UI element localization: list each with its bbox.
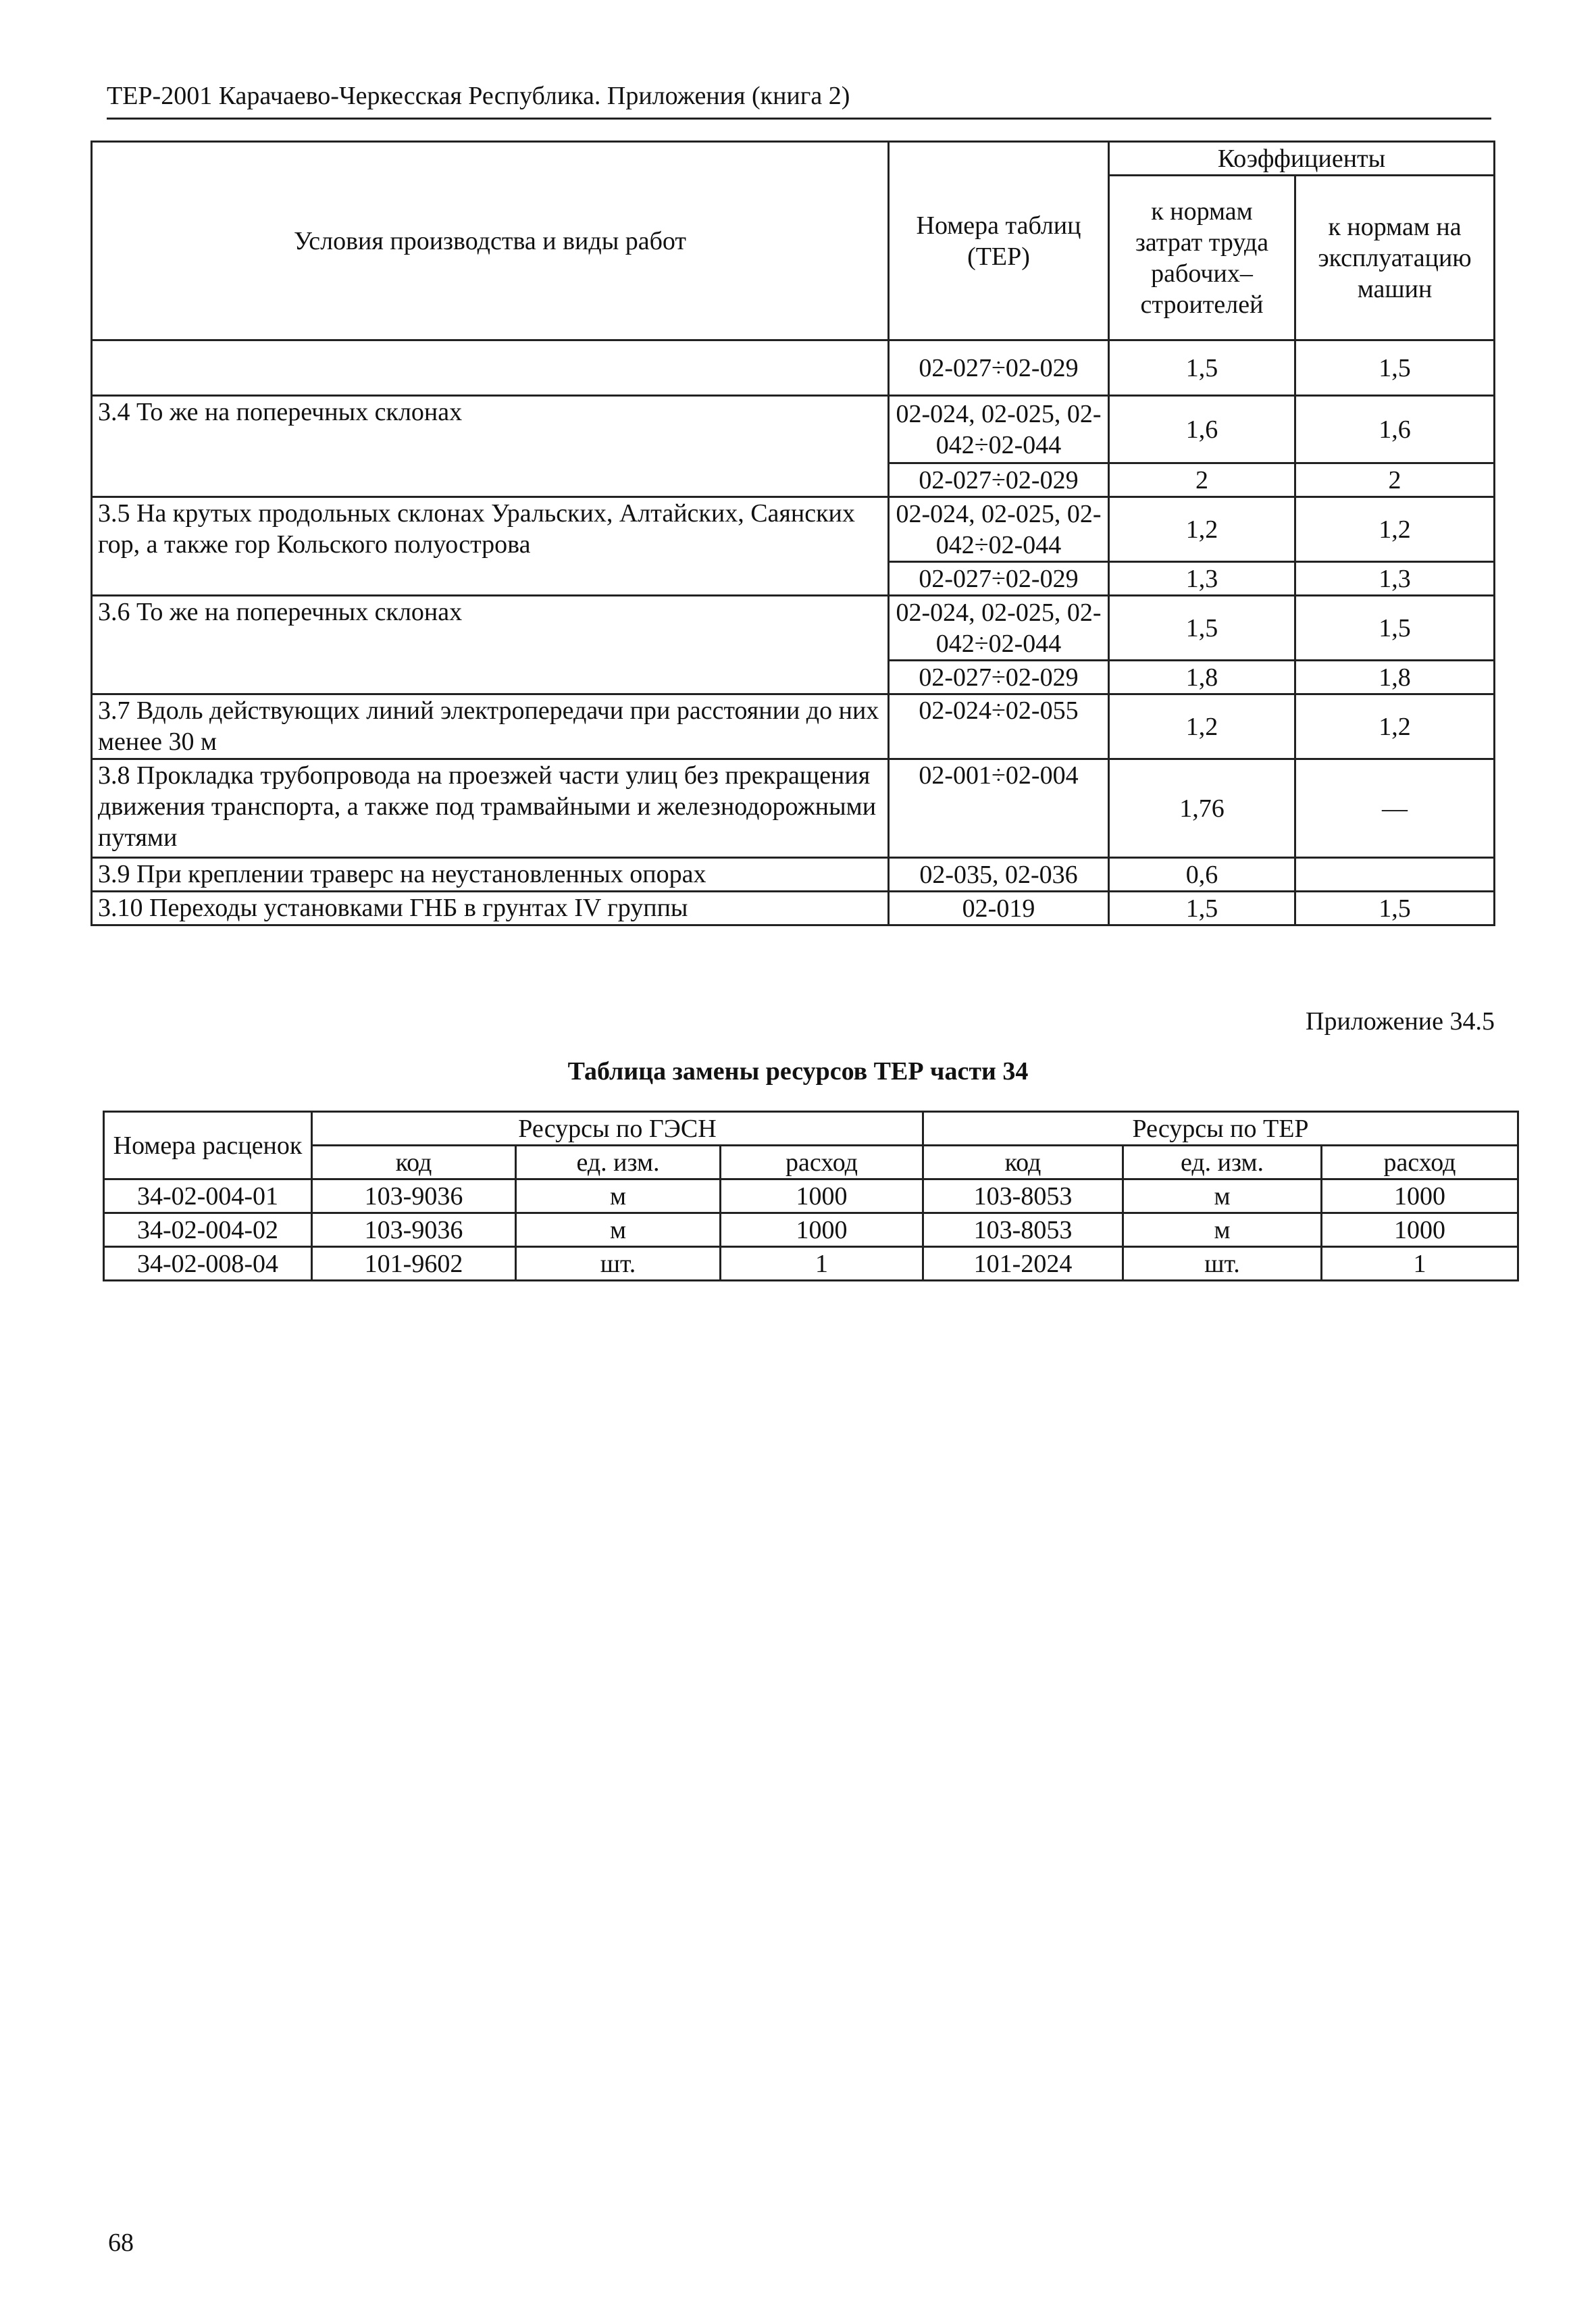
table-row <box>92 596 1495 661</box>
ter-unit-cell: м <box>1123 1179 1322 1213</box>
ter-usage-cell: 1000 <box>1322 1213 1518 1247</box>
row-conditions-cell <box>92 340 889 396</box>
row-labor-cell: 0,6 <box>1109 858 1295 892</box>
row-labor-cell: 1,76 <box>1109 759 1295 858</box>
row-number-cell: 34-02-004-02 <box>104 1213 312 1247</box>
row-tables-cell: 02-027÷02-029 <box>889 562 1109 596</box>
ter-usage-header: расход <box>1322 1146 1518 1179</box>
resource-replacement-table <box>103 1111 1519 1281</box>
row-machines-cell <box>1295 858 1495 892</box>
page-number: 68 <box>108 2229 134 2257</box>
col-machines-header: к нормам на эксплуатацию машин <box>1295 176 1495 340</box>
row-machines-cell: 1,8 <box>1295 661 1495 694</box>
row-machines-cell: 2 <box>1295 463 1495 497</box>
row-tables-cell: 02-027÷02-029 <box>889 463 1109 497</box>
row-machines-cell: 1,5 <box>1295 596 1495 661</box>
row-number-cell: 34-02-004-01 <box>104 1179 312 1213</box>
row-labor-cell: 1,2 <box>1109 497 1295 562</box>
ter-code-cell: 101-2024 <box>923 1247 1123 1281</box>
ter-usage-cell: 1 <box>1322 1247 1518 1281</box>
gesn-usage-header: расход <box>721 1146 923 1179</box>
row-labor-cell: 1,5 <box>1109 340 1295 396</box>
table-row <box>92 497 1495 562</box>
gesn-unit-cell: м <box>516 1213 721 1247</box>
gesn-unit-cell: м <box>516 1179 721 1213</box>
coefficients-table <box>91 141 1495 926</box>
gesn-unit-header: ед. изм. <box>516 1146 721 1179</box>
row-labor-cell: 1,6 <box>1109 396 1295 463</box>
row-labor-cell: 1,5 <box>1109 892 1295 925</box>
running-header: ТЕР-2001 Карачаево-Черкесская Республика. Приложения (книга 2) <box>107 82 850 110</box>
group-gesn-header: Ресурсы по ГЭСН <box>312 1112 923 1146</box>
row-conditions-cell: 3.4 То же на поперечных склонах <box>92 396 889 497</box>
ter-unit-cell: шт. <box>1123 1247 1322 1281</box>
ter-code-cell: 103-8053 <box>923 1213 1123 1247</box>
row-number-cell: 34-02-008-04 <box>104 1247 312 1281</box>
row-conditions-cell: 3.9 При креплении траверс на неустановленных опорах <box>92 858 889 892</box>
ter-usage-cell: 1000 <box>1322 1179 1518 1213</box>
col-tables-header: Номера таблиц (ТЕР) <box>889 142 1109 340</box>
ter-unit-cell: м <box>1123 1213 1322 1247</box>
row-labor-cell: 1,8 <box>1109 661 1295 694</box>
gesn-code-cell: 103-9036 <box>312 1213 516 1247</box>
gesn-code-cell: 103-9036 <box>312 1179 516 1213</box>
gesn-unit-cell: шт. <box>516 1247 721 1281</box>
col-numbers-header: Номера расценок <box>104 1112 312 1179</box>
row-tables-cell: 02-024, 02-025, 02-042÷02-044 <box>889 596 1109 661</box>
row-machines-cell: 1,2 <box>1295 694 1495 759</box>
row-conditions-cell: 3.7 Вдоль действующих линий электропередачи при расстоянии до них менее 30 м <box>92 694 889 759</box>
row-labor-cell: 2 <box>1109 463 1295 497</box>
table-row <box>104 1179 1518 1213</box>
table-row <box>104 1213 1518 1247</box>
row-tables-cell: 02-019 <box>889 892 1109 925</box>
gesn-code-cell: 101-9602 <box>312 1247 516 1281</box>
table-row <box>92 396 1495 463</box>
table2-title: Таблица замены ресурсов ТЕР части 34 <box>567 1057 1029 1086</box>
gesn-code-header: код <box>312 1146 516 1179</box>
row-conditions-cell: 3.10 Переходы установками ГНБ в грунтах IV группы <box>92 892 889 925</box>
row-machines-cell: 1,3 <box>1295 562 1495 596</box>
row-tables-cell: 02-024, 02-025, 02-042÷02-044 <box>889 396 1109 463</box>
table-row <box>92 694 1495 759</box>
col-coefficients-header: Коэффициенты <box>1109 142 1495 176</box>
ter-code-header: код <box>923 1146 1123 1179</box>
row-tables-cell: 02-035, 02-036 <box>889 858 1109 892</box>
row-labor-cell: 1,2 <box>1109 694 1295 759</box>
row-labor-cell: 1,3 <box>1109 562 1295 596</box>
table-row <box>92 759 1495 858</box>
ter-unit-header: ед. изм. <box>1123 1146 1322 1179</box>
table-row <box>104 1247 1518 1281</box>
row-machines-cell: 1,6 <box>1295 396 1495 463</box>
table-row <box>92 340 1495 396</box>
ter-code-cell: 103-8053 <box>923 1179 1123 1213</box>
row-conditions-cell: 3.5 На крутых продольных склонах Уральских, Алтайских, Саянских гор, а также гор Кольского полуострова <box>92 497 889 596</box>
col-labor-header: к нормам затрат труда рабочих–строителей <box>1109 176 1295 340</box>
group-ter-header: Ресурсы по ТЕР <box>923 1112 1518 1146</box>
table-row <box>92 858 1495 892</box>
row-tables-cell: 02-027÷02-029 <box>889 340 1109 396</box>
row-tables-cell: 02-024, 02-025, 02-042÷02-044 <box>889 497 1109 562</box>
row-conditions-cell: 3.8 Прокладка трубопровода на проезжей части улиц без прекращения движения транспорта, а также под трамвайными и железнодорожными путями <box>92 759 889 858</box>
row-tables-cell: 02-024÷02-055 <box>889 694 1109 759</box>
row-machines-cell: — <box>1295 759 1495 858</box>
gesn-usage-cell: 1 <box>721 1247 923 1281</box>
gesn-usage-cell: 1000 <box>721 1213 923 1247</box>
table-row <box>92 892 1495 925</box>
row-machines-cell: 1,5 <box>1295 340 1495 396</box>
row-labor-cell: 1,5 <box>1109 596 1295 661</box>
appendix-label: Приложение 34.5 <box>1306 1007 1495 1036</box>
row-machines-cell: 1,5 <box>1295 892 1495 925</box>
row-tables-cell: 02-027÷02-029 <box>889 661 1109 694</box>
row-conditions-cell: 3.6 То же на поперечных склонах <box>92 596 889 694</box>
col-conditions-header: Условия производства и виды работ <box>92 142 889 340</box>
header-rule <box>107 118 1491 120</box>
row-machines-cell: 1,2 <box>1295 497 1495 562</box>
row-tables-cell: 02-001÷02-004 <box>889 759 1109 858</box>
gesn-usage-cell: 1000 <box>721 1179 923 1213</box>
